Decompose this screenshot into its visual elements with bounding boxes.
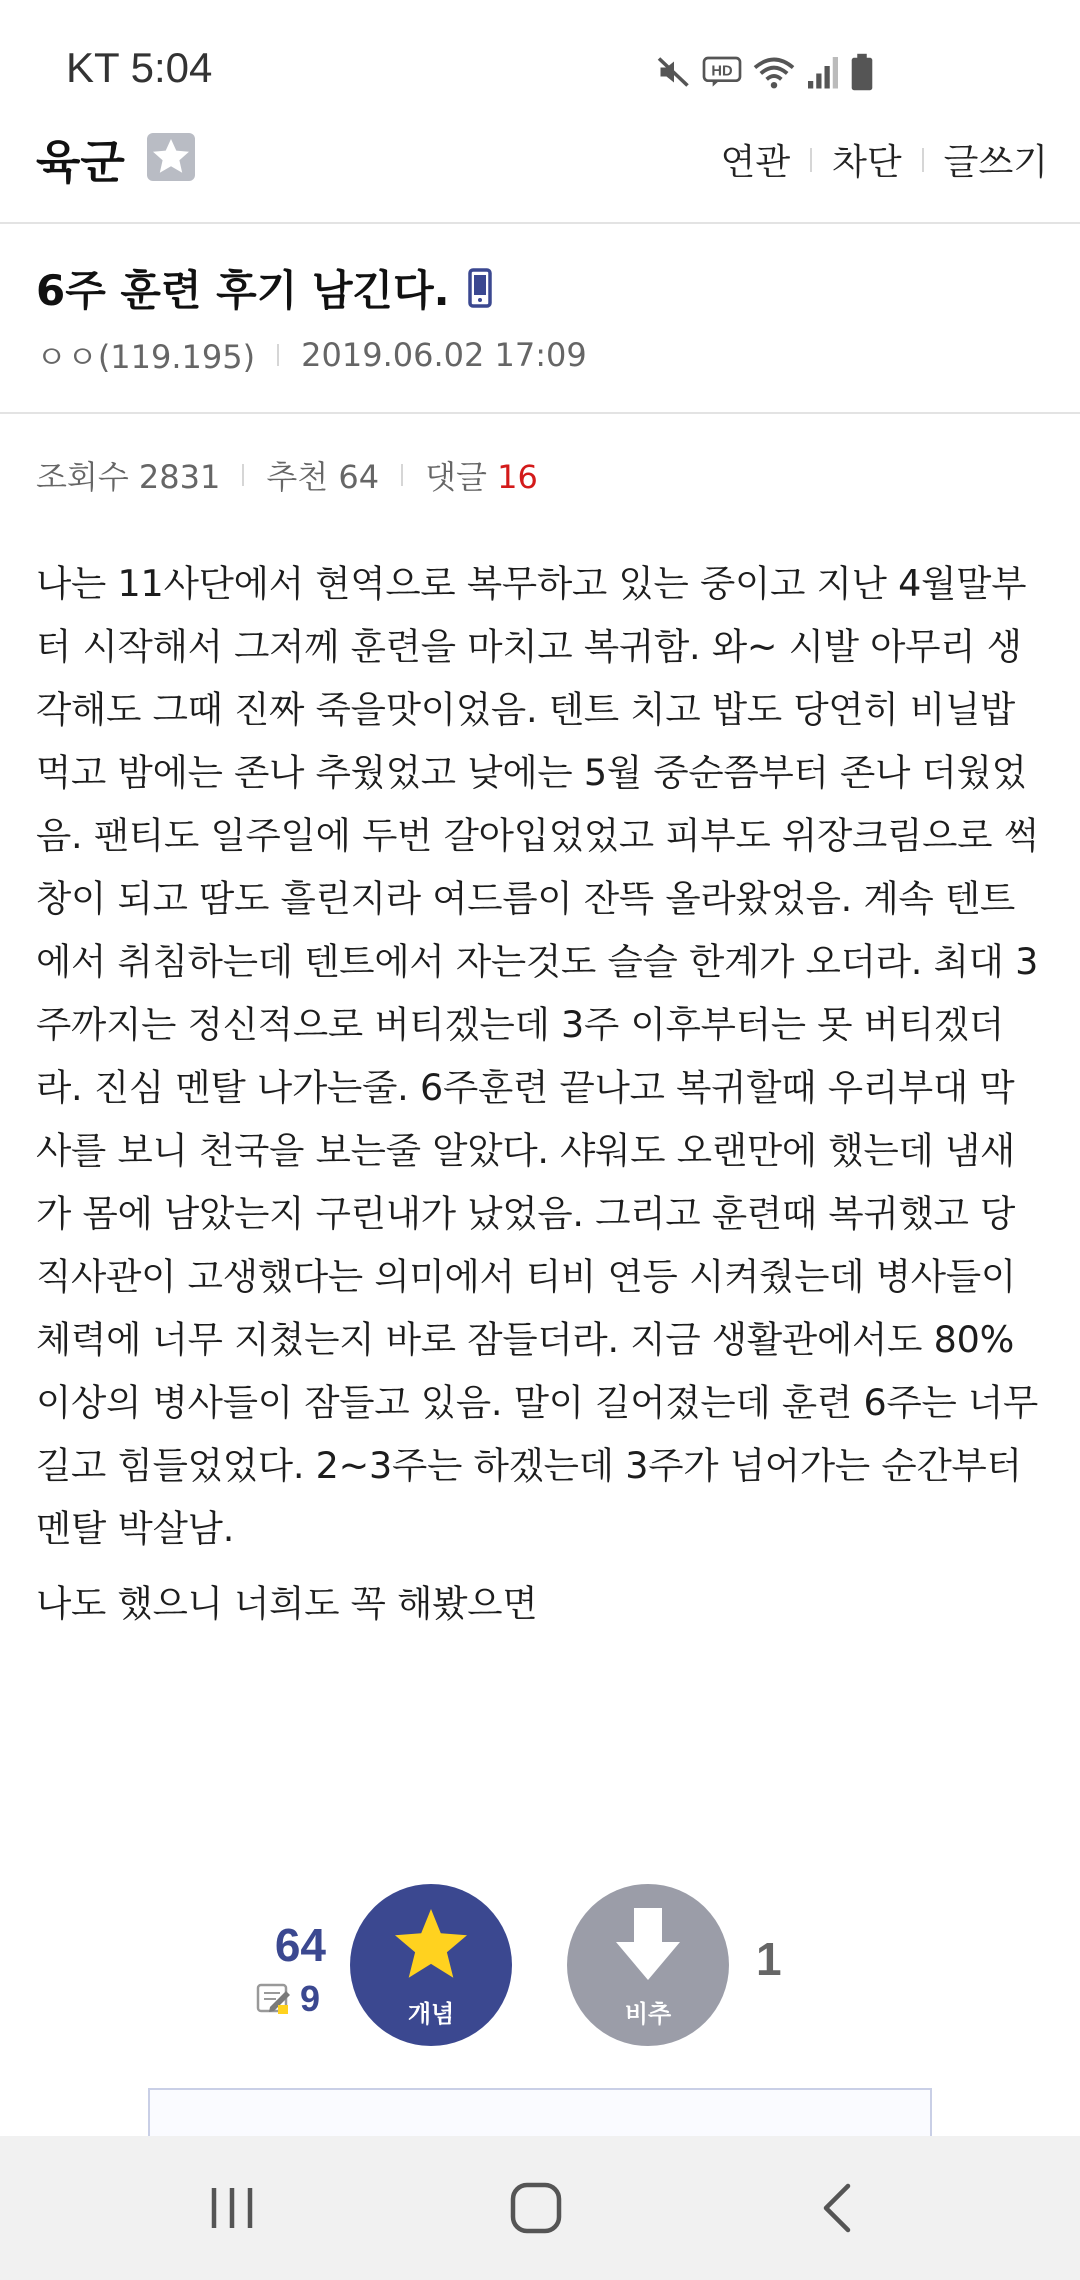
view-count: 조회수 2831 [36,458,221,496]
menu-divider [810,148,812,172]
post-stats [36,452,538,498]
svg-text:HD: HD [711,63,733,80]
upvote-count: 64 [274,1919,326,1971]
status-bar [0,0,1080,120]
hd-voice-icon [702,55,742,89]
upvote-label: 개념 [407,2000,455,2028]
navigation-bar [0,2136,1080,2280]
recommend-count: 추천 64 [266,458,380,496]
stats-divider [401,464,403,486]
post-title-row [36,258,492,318]
post-date: 2019.06.02 17:09 [301,336,587,374]
post-meta [36,332,587,378]
recents-icon[interactable] [196,2172,268,2244]
post-author[interactable]: ㅇㅇ(119.195) [36,338,256,376]
pencil-icon [256,1983,292,2015]
header-menu [721,134,1048,185]
mobile-icon [468,268,492,308]
status-icons [656,48,874,96]
meta-divider [277,344,279,366]
block-button[interactable]: 차단 [832,142,902,183]
body-paragraph: 나도 했으니 너희도 꼭 해봤으면 [36,1582,538,1625]
battery-icon [850,53,874,91]
stats-divider [242,464,244,486]
vote-area [0,1880,1080,2050]
favorite-star-icon[interactable] [146,132,196,182]
post-body [36,552,1046,1635]
downvote-label: 비추 [624,2000,672,2028]
wifi-icon [752,54,796,90]
signal-icon [806,54,840,90]
comment-stat[interactable] [425,452,538,498]
body-paragraph: 나는 11사단에서 현역으로 복무하고 있는 중이고 지난 4월말부터 시작해서 그저께 훈련을 마치고 복귀함. 와~ 시발 아무리 생각해도 그때 진짜 죽을맛이었음. 텐트 치고 밥도 당연히 비닐밥 먹고 밤에는 존나 추웠었고 낮에는 5월 중순쯤부터 존나 더웠었음. 팬티도 일주일에 두번 갈아입었었고 피부도 위장크림으로 썩창이 되고 땀도 흘린지라 여드름이 잔뜩 올라왔었음. 계속 텐트에서 취침하는데 텐트에서 자는것도 슬슬 한계가 오더라. 최대 3주까지는 정신적으로 버티겠는데 3주 이후부터는 못 버티겠더라. 진심 멘탈 나가는줄. 6주훈련 끝나고 복귀할때 우리부대 막사를 보니 천국을 보는줄 알았다. 샤워도 오랜만에 했는데 냄새가 몸에 남았는지 구린내가 났었음. 그리고 훈련때 복귀했고 당직사관이 고생했다는 의미에서 티비 연등 시켜줬는데 병사들이 체력에 너무 지쳤는지 바로 잠들더라. 지금 생활관에서도 80%이상의 병사들이 잠들고 있음. 말이 길어졌는데 훈련 6주는 너무 길고 힘들었었다. 2~3주는 하겠는데 3주가 넘어가는 순간부터 멘탈 박살남. [36,562,1039,1550]
downvote-button[interactable] [567,1884,729,2046]
mute-icon [656,54,692,90]
menu-divider [922,148,924,172]
post-header [0,226,1080,414]
related-button[interactable]: 연관 [720,142,791,183]
fix-count-row [256,1978,320,2020]
comment-label: 댓글 [425,458,487,496]
fix-count: 9 [300,1978,321,2019]
post-title: 6주 훈련 후기 남긴다. [36,266,450,315]
board-header [0,120,1080,224]
star-icon [390,1906,472,1986]
downvote-count: 1 [756,1933,782,1985]
write-button[interactable]: 글쓰기 [943,142,1048,183]
comment-count: 16 [497,458,538,496]
upvote-button[interactable] [350,1884,512,2046]
board-title[interactable]: 육군 [36,135,125,189]
carrier-time: KT 5:04 [66,44,213,91]
back-icon[interactable] [802,2172,874,2244]
home-icon[interactable] [500,2172,572,2244]
arrow-down-icon [612,1906,684,1984]
